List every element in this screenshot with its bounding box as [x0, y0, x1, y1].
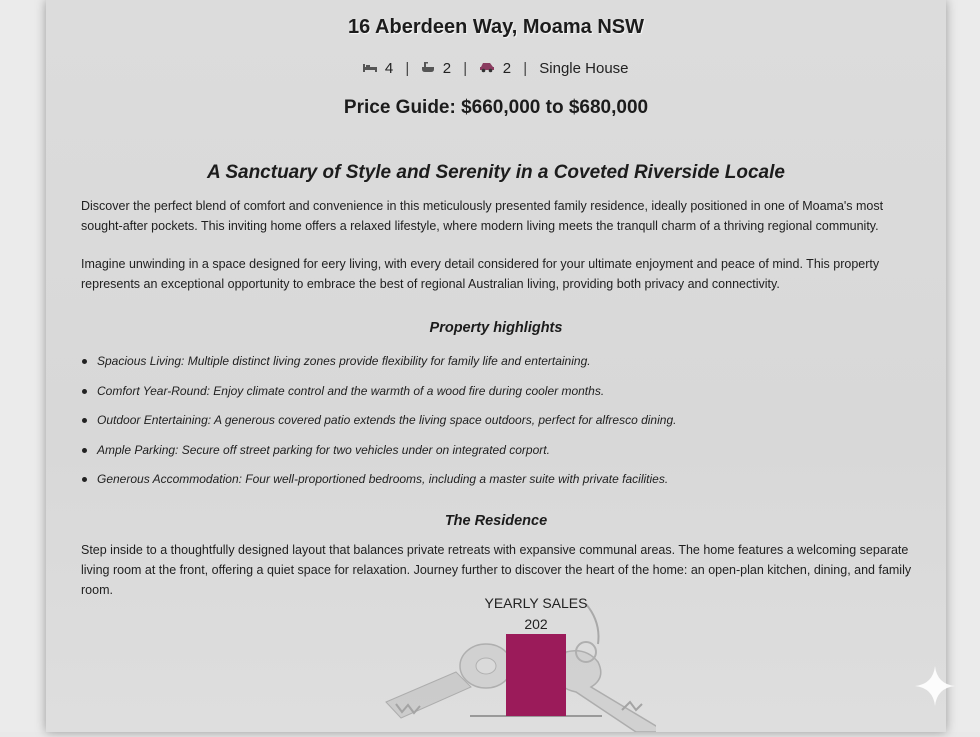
- highlight-item: Comfort Year-Round: Enjoy climate control and the warmth of a wood fire during cooler months.: [81, 378, 911, 408]
- sparkle-icon: [913, 664, 957, 708]
- chart-svg: [336, 592, 656, 732]
- property-type: Single House: [539, 60, 629, 77]
- chart-bars: [506, 634, 566, 716]
- bathroom-count: 2: [442, 60, 452, 77]
- listing-address: 16 Aberdeen Way, Moama NSW: [348, 16, 644, 38]
- chart-title: YEARLY SALES: [484, 595, 588, 611]
- chart-data-label: 202: [524, 616, 548, 632]
- highlights-list: [81, 348, 911, 496]
- description-paragraph-1: Discover the perfect blend of comfort and convenience in this meticulously presented family residence, ideally positioned in one of Moama's most sought-after pockets. This inviting home offers a relaxed lifestyle, where modern living meets the tranqull charm of a thriving regional community.: [81, 199, 884, 233]
- car-space-count: 2: [502, 60, 512, 77]
- listing-headline: A Sanctuary of Style and Serenity in a Coveted Riverside Locale: [207, 161, 785, 183]
- spec-separator: |: [523, 60, 528, 77]
- property-specs: [81, 60, 911, 77]
- residence-paragraph: Step inside to a thoughtfully designed layout that balances private retreats with expansive communal areas. The home features a welcoming separate living room at the front, offering a quiet space for relaxation. Journey further to discover the heart of the home: an open-plan kitchen, dining, and family room.: [81, 543, 912, 597]
- chart-bar: [506, 634, 566, 716]
- listing-page: [46, 0, 946, 732]
- background-left: [0, 0, 46, 732]
- highlight-item: Spacious Living: Multiple distinct living zones provide flexibility for family life and entertaining.: [81, 348, 911, 378]
- highlights-title: Property highlights: [429, 320, 563, 336]
- price-guide: Price Guide: $660,000 to $680,000: [343, 97, 649, 118]
- bedroom-count: 4: [384, 60, 394, 77]
- highlight-item: Generous Accommodation: Four well-proportioned bedrooms, including a master suite with private facilities.: [81, 466, 911, 496]
- car-icon: [479, 62, 498, 76]
- spec-separator: |: [463, 60, 468, 77]
- highlight-item: Ample Parking: Secure off street parking for two vehicles under on integrated corport.: [81, 437, 911, 467]
- bed-icon: [363, 62, 380, 76]
- residence-title: The Residence: [444, 513, 548, 529]
- spec-separator: |: [405, 60, 410, 77]
- background-right: [946, 0, 980, 732]
- highlight-item: Outdoor Entertaining: A generous covered patio extends the living space outdoors, perfect for alfresco dining.: [81, 407, 911, 437]
- description-paragraph-2: Imagine unwinding in a space designed for eery living, with every detail considered for your ultimate enjoyment and peace of mind. This property represents an exceptional opportunity to embrace the best of regional Australian living, providing both privacy and connectivity.: [81, 257, 880, 291]
- chart-labels: [524, 616, 548, 632]
- yearly-sales-chart: [336, 592, 656, 732]
- bath-icon: [421, 62, 438, 76]
